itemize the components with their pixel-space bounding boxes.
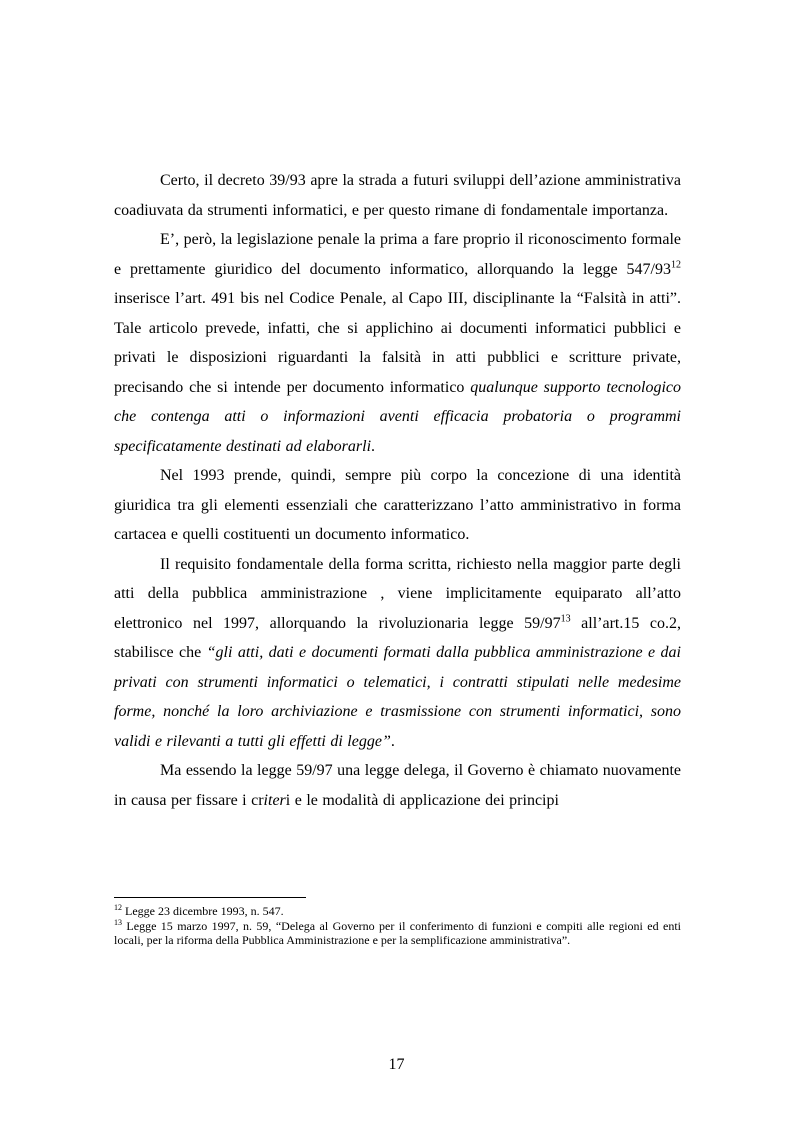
paragraph-3: [114, 461, 681, 550]
footnote-12: [114, 904, 681, 919]
italic-text: “gli atti, dati e documenti formati dalla pubblica amministrazione e dai privati con strumenti informatici o telematici, i contratti stipulati nelle medesime forme, nonché la loro archiviazione e trasmissione con strumenti informatici, sono validi e rilevanti a tutti gli effetti di legge”: [114, 644, 681, 750]
footnote-ref: 12: [671, 259, 681, 271]
text-run: Nel 1993 prende, quindi, sempre più corpo la concezione di una identità giuridica tra gli elementi essenziali che caratterizzano l’atto amministrativo in forma cartacea e quelli costituenti un documento informatico.: [114, 467, 681, 543]
paragraph-1: [114, 166, 681, 225]
text-run: i e le modalità di applicazione dei principi: [285, 791, 559, 809]
footnote-text: Legge 15 marzo 1997, n. 59, “Delega al Governo per il conferimento di funzioni e compiti alle regioni ed enti locali, per la riforma della Pubblica Amministrazione e per la semplificazione amministrativa”.: [114, 918, 681, 947]
footnotes: [114, 904, 681, 948]
text-run: all’art.15 co.2, stabilisce che: [114, 614, 682, 661]
paragraph-5: [114, 756, 681, 815]
footnote-separator: [114, 897, 306, 898]
footnote-ref: 13: [560, 613, 571, 625]
text-run: Il requisito fondamentale della forma scritta, richiesto nella maggior parte degli atti della pubblica amministrazione , viene implicitamente equiparato all’atto elettronico nel 1997, allorquando la rivoluzionaria legge 59/97: [114, 555, 681, 632]
text-run: .: [390, 732, 395, 750]
text-run: Certo, il decreto 39/93 apre la strada a futuri sviluppi dell’azione amministrativa coadiuvata da strumenti informatici, e per questo rimane di fondamentale importanza.: [114, 172, 681, 219]
italic-text: iter: [263, 791, 286, 809]
paragraph-4: [114, 550, 681, 757]
footnote-number: 12: [114, 903, 122, 912]
text-run: E’, però, la legislazione penale la prima a fare proprio il riconoscimento formale e prettamente giuridico del documento informatico, allorquando la legge 547/93: [114, 231, 681, 278]
text-run: Ma essendo la legge 59/97 una legge delega, il Governo è chiamato nuovamente in causa per fissare i cr: [114, 762, 681, 809]
footnote-number: 13: [114, 917, 122, 927]
footnote-13: [114, 919, 681, 948]
main-text: [114, 166, 681, 815]
text-run: .: [371, 437, 376, 455]
paragraph-2: [114, 225, 681, 461]
footnote-text: Legge 23 dicembre 1993, n. 547.: [122, 904, 284, 918]
italic-text: qualunque supporto tecnologico che contenga atti o informazioni aventi efficacia probatoria o programmi specificatamente destinati ad elaborarli: [114, 378, 681, 455]
page-number: 17: [388, 1056, 405, 1073]
text-run: inserisce l’art. 491 bis nel Codice Penale, al Capo III, disciplinante la “Falsità in atti”. Tale articolo prevede, infatti, che si applichino ai documenti informatici pubblici e privati le disposizioni riguardanti la falsità in atti pubblici e scritture private, precisando che si intende per documento informatico: [114, 290, 681, 396]
